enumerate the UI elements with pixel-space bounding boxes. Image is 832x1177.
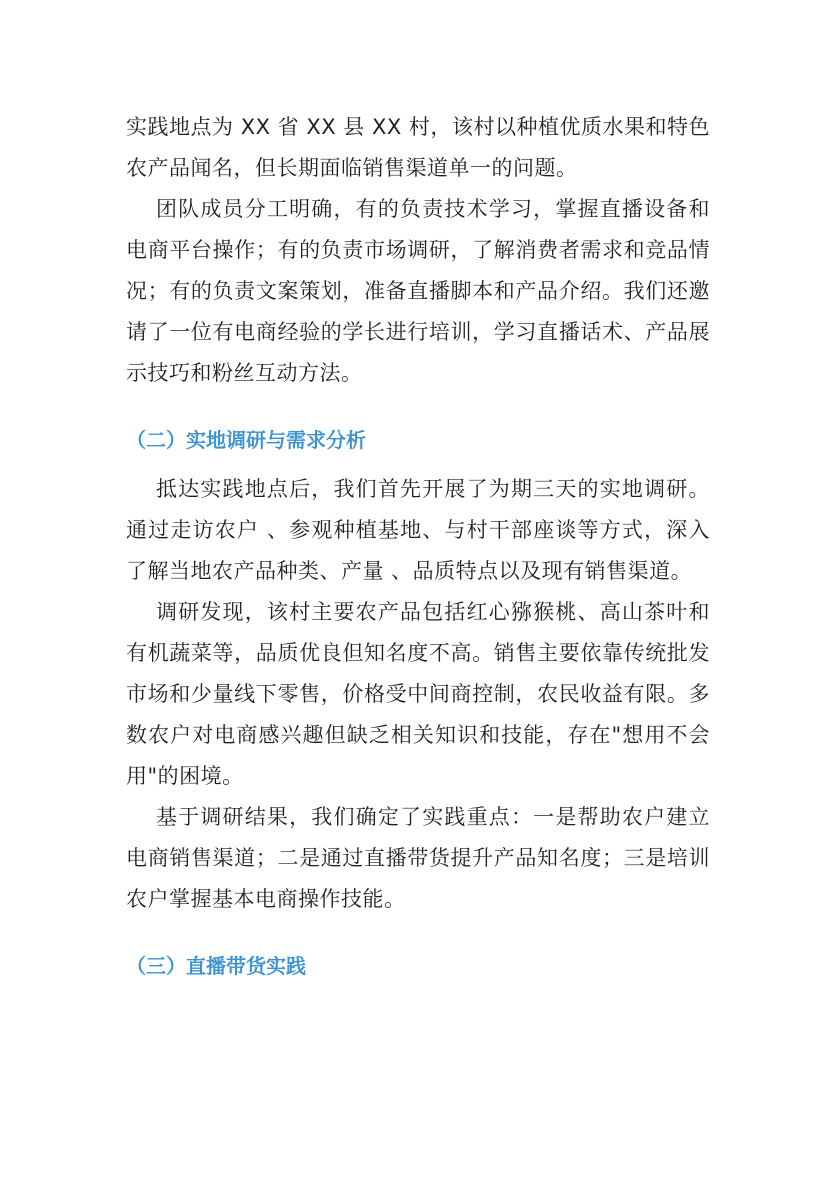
paragraph-field-research: 抵达实践地点后，我们首先开展了为期三天的实地调研。通过走访农户 、参观种植基地、与村干部座谈等方式，深入了解当地农产品种类、产量 、品质特点以及现有销售渠道。 <box>126 477 710 583</box>
section-heading-research: （二）实地调研与需求分析 <box>126 428 366 452</box>
paragraph-focus: 基于调研结果，我们确定了实践重点：一是帮助农户建立电商销售渠道；二是通过直播带货提升产品知名度；三是培训农户掌握基本电商操作技能。 <box>126 805 710 911</box>
paragraph-findings: 调研发现，该村主要农产品包括红心猕猴桃、高山茶叶和有机蔬菜等，品质优良但知名度不高。销售主要依靠传统批发市场和少量线下零售，价格受中间商控制，农民收益有限。多数农户对电商感兴趣但缺乏相关知识和技能，存在"想用不会用"的困境。 <box>126 600 710 788</box>
document-body <box>126 107 710 987</box>
section-heading-livestream: （三）直播带货实践 <box>126 954 306 978</box>
paragraph-team-division: 团队成员分工明确，有的负责技术学习，掌握直播设备和电商平台操作；有的负责市场调研，了解消费者需求和竞品情况；有的负责文案策划，准备直播脚本和产品介绍。我们还邀请了一位有电商经验的学长进行培训，学习直播话术、产品展示技巧和粉丝互动方法。 <box>126 197 710 385</box>
paragraph-location: 实践地点为 XX 省 XX 县 XX 村，该村以种植优质水果和特色农产品闻名，但长期面临销售渠道单一的问题。 <box>126 115 710 180</box>
